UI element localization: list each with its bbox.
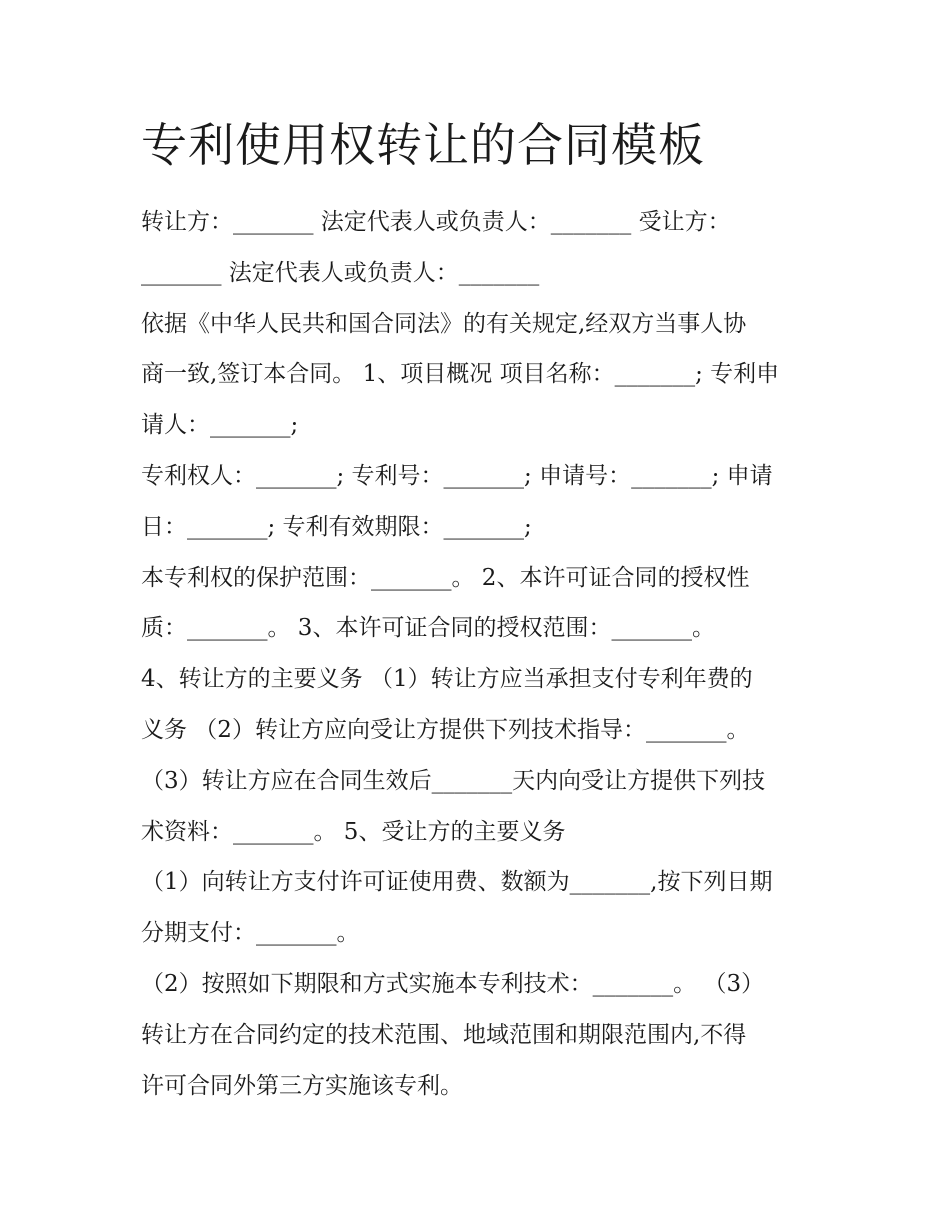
text-line: 术资料：_______。 5、受让方的主要义务 — [141, 818, 566, 845]
text-line: 转让方在合同约定的技术范围、地域范围和期限范围内,不得 — [141, 1021, 747, 1048]
text-line: 质：_______。 3、本许可证合同的授权范围：_______。 — [141, 615, 715, 642]
text-line: 依据《中华人民共和国合同法》的有关规定,经双方当事人协 — [141, 310, 747, 337]
text-line: 商一致,签订本合同。 1、项目概况 项目名称：_______; 专利申 — [141, 361, 780, 388]
text-line: _______ 法定代表人或负责人：_______ — [141, 259, 540, 286]
text-line: 义务 （2）转让方应向受让方提供下列技术指导：_______。 — [141, 716, 750, 743]
text-line: （3）转让方应在合同生效后_______天内向受让方提供下列技 — [141, 767, 766, 794]
document-body — [141, 197, 813, 1111]
text-line: 本专利权的保护范围：_______。 2、本许可证合同的授权性 — [141, 564, 750, 591]
document-title: 专利使用权转让的合同模板 — [141, 118, 705, 172]
text-line: 分期支付：_______。 — [141, 920, 360, 947]
text-line: （1）向转让方支付许可证使用费、数额为_______,按下列日期 — [141, 869, 773, 896]
text-line: 许可合同外第三方实施该专利。 — [141, 1072, 463, 1099]
text-line: 日：_______; 专利有效期限：_______; — [141, 513, 532, 540]
text-line: （2）按照如下期限和方式实施本专利技术：_______。 （3） — [141, 970, 765, 997]
text-line: 转让方：_______ 法定代表人或负责人：_______ 受让方： — [141, 209, 731, 235]
text-line: 请人：_______; — [141, 412, 299, 439]
text-line: 4、转让方的主要义务 （1）转让方应当承担支付专利年费的 — [141, 666, 753, 693]
text-line: 专利权人：_______; 专利号：_______; 申请号：_______; 申请 — [141, 462, 773, 489]
